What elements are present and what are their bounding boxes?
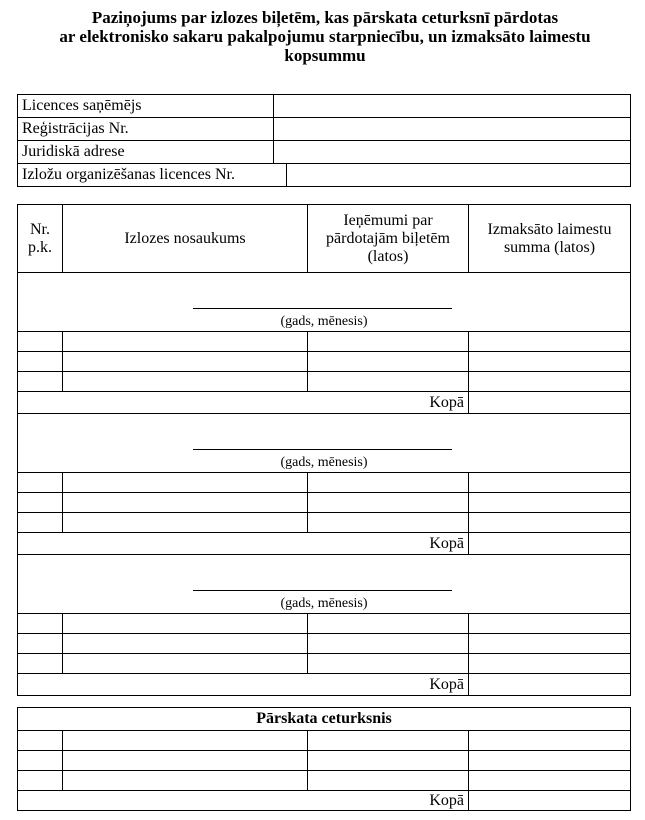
table-row xyxy=(18,352,631,372)
table-row xyxy=(18,731,631,751)
total-label: Kopā xyxy=(18,791,469,811)
address-field[interactable] xyxy=(274,141,631,164)
col-name-header: Izlozes nosaukums xyxy=(63,205,308,273)
period-input-line[interactable] xyxy=(193,449,452,450)
address-row xyxy=(18,141,631,164)
table-row xyxy=(18,493,631,513)
total-row xyxy=(18,791,631,811)
total-row xyxy=(18,533,631,555)
licence-number-row xyxy=(18,164,631,187)
title-line-1: Paziņojums par izlozes biļetēm, kas pārskata ceturksnī pārdotas xyxy=(91,8,559,27)
total-value[interactable] xyxy=(469,533,631,555)
table-row xyxy=(18,614,631,634)
table-row xyxy=(18,473,631,493)
table-row xyxy=(18,372,631,392)
col-revenue-header: Ieņēmumi par pārdotajām biļetēm (latos) xyxy=(308,205,469,273)
report-table xyxy=(17,204,631,696)
period-caption: (gads, mēnesis) xyxy=(280,314,368,329)
table-row xyxy=(18,513,631,533)
title-line-3: kopsummu xyxy=(284,46,366,65)
address-label: Juridiskā adrese xyxy=(18,141,274,164)
licence-number-label: Izložu organizēšanas licences Nr. xyxy=(18,164,287,186)
total-row xyxy=(18,674,631,696)
period-caption: (gads, mēnesis) xyxy=(280,596,368,611)
total-label: Kopā xyxy=(18,674,469,696)
registration-field[interactable] xyxy=(274,118,631,141)
total-label: Kopā xyxy=(18,392,469,414)
registration-row xyxy=(18,118,631,141)
licence-holder-row xyxy=(18,95,631,118)
form-title xyxy=(20,8,630,65)
quarter-table xyxy=(17,707,631,811)
licence-holder-label: Licences saņēmējs xyxy=(18,95,274,118)
registration-label: Reģistrācijas Nr. xyxy=(18,118,274,141)
licence-info-table xyxy=(17,94,631,187)
period-input-line[interactable] xyxy=(193,308,452,309)
table-row xyxy=(18,654,631,674)
total-row xyxy=(18,392,631,414)
period-caption: (gads, mēnesis) xyxy=(280,455,368,470)
licence-holder-field[interactable] xyxy=(274,95,631,118)
table-row xyxy=(18,771,631,791)
col-nr-header: Nr. p.k. xyxy=(18,205,63,273)
quarter-header-row xyxy=(18,708,631,731)
header-row xyxy=(18,205,631,273)
total-label: Kopā xyxy=(18,533,469,555)
total-value[interactable] xyxy=(469,674,631,696)
table-row xyxy=(18,751,631,771)
title-line-2: ar elektronisko sakaru pakalpojumu starpniecību, un izmaksāto laimestu xyxy=(59,27,591,46)
col-payout-header: Izmaksāto laimestu summa (latos) xyxy=(469,205,631,273)
period-row xyxy=(18,555,631,614)
licence-number-field[interactable] xyxy=(287,164,630,186)
period-row xyxy=(18,414,631,473)
table-row xyxy=(18,634,631,654)
total-value[interactable] xyxy=(469,791,631,811)
period-input-line[interactable] xyxy=(193,590,452,591)
total-value[interactable] xyxy=(469,392,631,414)
quarter-title: Pārskata ceturksnis xyxy=(18,708,631,731)
table-row xyxy=(18,332,631,352)
period-row xyxy=(18,273,631,332)
